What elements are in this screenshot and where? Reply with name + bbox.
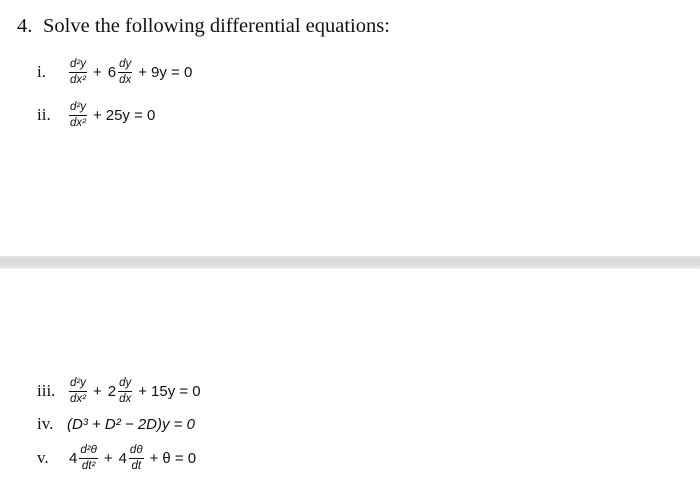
coefficient: 4	[118, 449, 127, 467]
plus-operator: +	[149, 449, 159, 467]
operator-equation: (D³ + D² − 2D)y = 0	[67, 415, 195, 433]
fraction-first-derivative	[118, 58, 132, 87]
page-divider	[0, 256, 700, 269]
coefficient: 4	[69, 449, 78, 467]
item-label: ii.	[37, 105, 51, 124]
equation	[67, 416, 195, 433]
fraction-denominator: dx²	[70, 116, 86, 129]
fraction-first-derivative	[118, 377, 132, 406]
plus-operator: +	[138, 63, 148, 81]
equation	[67, 101, 155, 130]
equation-tail: 9y = 0	[151, 63, 193, 81]
fraction-denominator: dx	[119, 392, 132, 405]
question-number: 4.	[17, 15, 33, 37]
fraction-second-derivative	[79, 444, 97, 473]
fraction-denominator: dt²	[81, 459, 96, 472]
fraction-numerator: dy	[118, 377, 132, 392]
plus-operator: +	[103, 449, 113, 467]
fraction-denominator: dt	[131, 459, 142, 472]
fraction-numerator: d²y	[69, 101, 87, 116]
fraction-numerator: d²y	[69, 377, 87, 392]
fraction-second-derivative	[69, 58, 87, 87]
equation	[67, 444, 196, 473]
equation	[67, 58, 192, 87]
fraction-second-derivative	[69, 101, 87, 130]
fraction-numerator: dθ	[129, 444, 144, 459]
plus-operator: +	[92, 106, 102, 124]
equation	[67, 377, 201, 406]
coefficient: 6	[107, 63, 117, 81]
question-title: Solve the following differential equations:	[43, 15, 390, 37]
item-label: v.	[37, 448, 49, 467]
equation-item-ii	[37, 95, 155, 135]
equation-item-i	[37, 52, 192, 92]
fraction-second-derivative	[69, 377, 87, 406]
plus-operator: +	[92, 63, 102, 81]
question-heading	[17, 14, 390, 38]
equation-tail: 15y = 0	[151, 382, 201, 400]
fraction-first-derivative	[129, 444, 144, 473]
fraction-numerator: dy	[118, 58, 132, 73]
fraction-numerator: d²θ	[79, 444, 97, 459]
equation-tail: θ = 0	[162, 449, 197, 467]
item-label: i.	[37, 62, 46, 81]
fraction-denominator: dx²	[70, 392, 86, 405]
fraction-numerator: d²y	[69, 58, 87, 73]
equation-tail: 25y = 0	[105, 106, 156, 124]
plus-operator: +	[138, 382, 148, 400]
fraction-denominator: dx	[119, 73, 132, 86]
item-label: iv.	[37, 414, 54, 433]
coefficient: 2	[107, 382, 117, 400]
fraction-denominator: dx²	[70, 73, 86, 86]
equation-item-v	[37, 438, 196, 478]
plus-operator: +	[92, 382, 102, 400]
item-label: iii.	[37, 381, 56, 400]
